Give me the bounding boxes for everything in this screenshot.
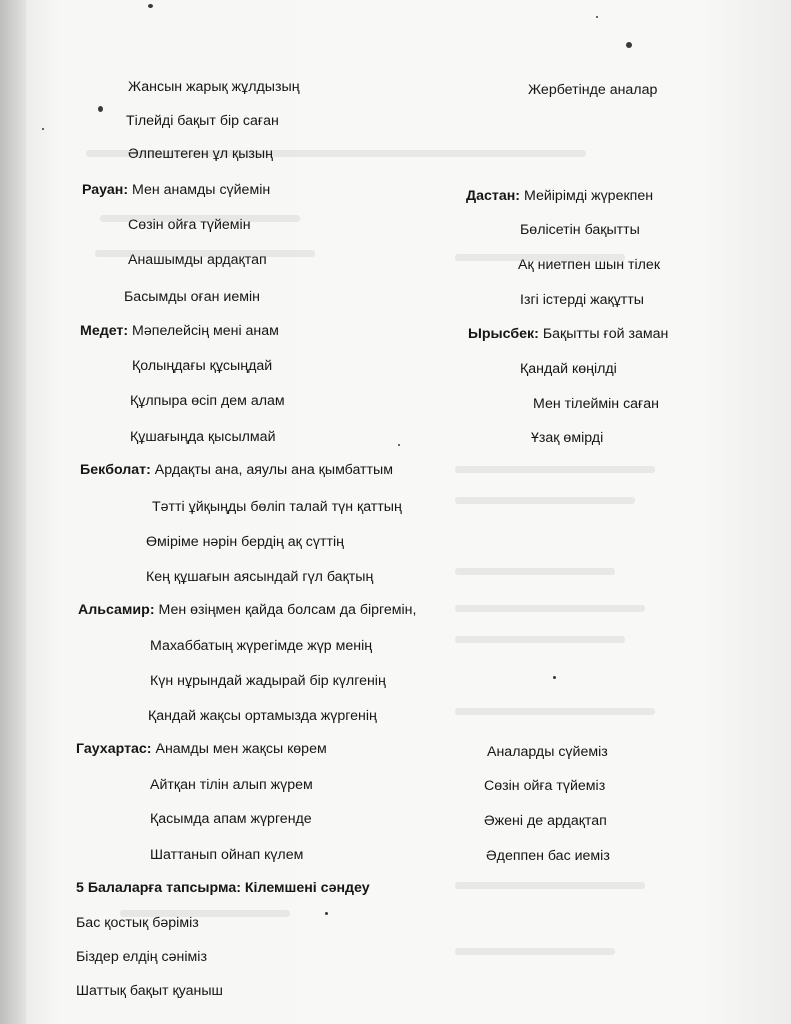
poem-line: Тәтті ұйқыңды бөліп талай түн қаттың (152, 499, 402, 515)
scan-speck (42, 128, 44, 130)
poem-line: Дастан: Мейірімді жүрекпен (466, 188, 654, 204)
poem-line: Әлпештеген ұл қызың (128, 146, 273, 162)
poem-line: Күн нұрындай жадырай бір күлгенің (150, 673, 386, 689)
bleed-through (455, 948, 615, 955)
poem-line: Аналарды сүйеміз (487, 744, 608, 760)
speaker-name: Дастан: (466, 188, 521, 204)
poem-line: Басымды оған иемін (124, 289, 260, 305)
poem-line: Әжені де ардақтап (484, 813, 607, 829)
task-line: Шаттық бақыт қуаныш (76, 983, 223, 999)
bleed-through (455, 466, 655, 473)
poem-line: Қандай жақсы ортамызда жүргенің (148, 708, 377, 724)
speaker-name: Гаухартас: (76, 741, 152, 757)
speaker-name: Медет: (80, 323, 129, 339)
poem-line: Жансын жарық жұлдызың (128, 79, 300, 95)
poem-line: Қолыңдағы құсыңдай (132, 358, 273, 374)
scan-speck (148, 4, 153, 8)
speaker-name: Рауан: (82, 182, 129, 198)
scan-speck (398, 444, 400, 446)
bleed-through (455, 568, 615, 575)
binding-shadow (0, 0, 26, 1024)
poem-line: Айтқан тілін алып жүрем (150, 777, 313, 793)
bleed-through (455, 497, 635, 504)
scan-speck (596, 16, 598, 18)
poem-line: Қасымда апам жүргенде (150, 811, 312, 827)
poem-line: Рауан: Мен анамды сүйемін (82, 182, 271, 198)
poem-line: Гаухартас: Анамды мен жақсы көрем (76, 741, 327, 757)
poem-line: Махаббатың жүрегімде жүр менің (150, 638, 373, 654)
bleed-through (455, 708, 655, 715)
poem-line: Тілейді бақыт бір саған (126, 113, 279, 129)
scan-speck (325, 912, 328, 915)
bleed-through (455, 605, 645, 612)
poem-line: Шаттанып ойнап күлем (150, 847, 304, 863)
task-line: Біздер елдің сәніміз (76, 949, 207, 965)
scan-speck (98, 106, 103, 112)
poem-line: Альсамир: Мен өзіңмен қайда болсам да біргемін, (78, 602, 417, 618)
poem-line: Мен тілеймін саған (533, 396, 659, 412)
poem-line: Өміріме нәрін бердің ақ сүттің (146, 534, 344, 550)
poem-line: Бекболат: Ардақты ана, аяулы ана қымбаттым (80, 462, 393, 478)
poem-line: Ұзақ өмірді (531, 430, 604, 446)
poem-line: Жербетінде аналар (528, 82, 658, 98)
speaker-name: Бекболат: (80, 462, 151, 478)
poem-line: Сөзін ойға түйемін (128, 217, 251, 233)
poem-line: Медет: Мәпелейсің мені анам (80, 323, 279, 339)
poem-line: Ізгі істерді жақұтты (520, 292, 645, 308)
bleed-through (455, 882, 645, 889)
task-line: Бас қостық бәріміз (76, 915, 199, 931)
scan-speck (553, 676, 556, 679)
speaker-name: Ырысбек: (468, 326, 539, 342)
poem-line: Анашымды ардақтап (128, 252, 267, 268)
poem-line: Әдеппен бас иеміз (486, 848, 610, 864)
scan-speck (626, 42, 632, 48)
poem-line: Сөзін ойға түйеміз (484, 778, 606, 794)
bleed-through (455, 636, 625, 643)
poem-line: Бөлісетін бақытты (520, 222, 640, 238)
poem-line: Ырысбек: Бақытты ғой заман (468, 326, 669, 342)
task-heading: 5 Балаларға тапсырма: Кілемшені сәндеу (76, 880, 370, 896)
poem-line: Қандай көңілді (520, 361, 617, 377)
speaker-name: Альсамир: (78, 602, 155, 618)
poem-line: Ақ ниетпен шын тілек (518, 257, 661, 273)
poem-line: Құлпыра өсіп дем алам (130, 393, 285, 409)
poem-line: Құшағыңда қысылмай (130, 429, 276, 445)
poem-line: Кең құшағын аясындай гүл бақтың (146, 569, 374, 585)
